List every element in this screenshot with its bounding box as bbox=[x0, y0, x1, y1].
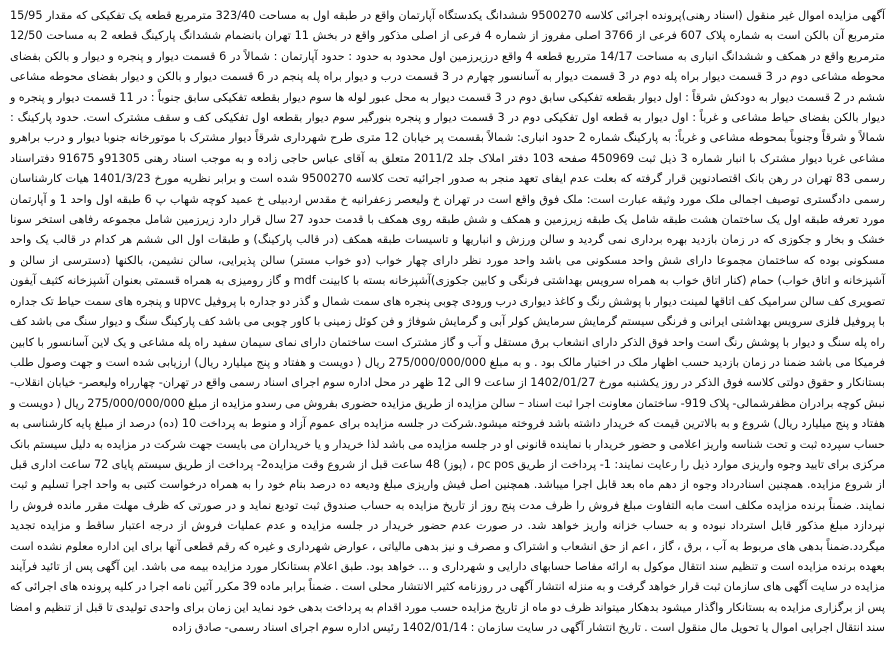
notice-signature: 1402/01/14 رئیس اداره سوم اجرای اسناد رسمی- صادق زاده bbox=[172, 621, 468, 635]
notice-body-text: آگهی مزایده اموال غیر منقول (اسناد رهنی)پرونده اجرائی کلاسه 9500270 ششدانگ یکدستگاه آپارتمان واقع در طبقه اول به مساحت 323/40 مترمربع قطعه یک تفکیکی که مقدار 15/95 مترمربع آن بالکن است به شماره پلاک 607 فرعی از 3766 اصلی مفروز از شماره 4 فرعی از اصلی مذکور واقع در بخش 11 تهران بانضمام ششدانگ پارکینگ قطعه 2 به مساحت 12/50 مترمربع واقع در همکف و ششدانگ انباری به مساحت 14/17 مترربع قطعه 4 واقع درزیرزمین اول محدود به حدود : حدود آپارتمان : شمالاً در 6 قسمت دیوار و پنجره و دیوار و بالکن بفضای محوطه مشاعی دوم در 3 قسمت دیوار براه پله دوم در 3 قسمت دیوار به آسانسور چهارم در 3 قسمت درب و دیوار براه پله پنجم در 6 قسمت دیوار و بالکن و دیوار بفضای محوطه مشاعی ششم در 2 قسمت دیوار به دودکش شرقاً : اول دیوار بقطعه تفکیکی سابق دوم در 3 قسمت دیوار به محل عبور لوله ها سوم دیوار بقطعه تفکیکی سابق جنوباً : در 11 قسمت دیوار و پنجره و دیوار بالکن بفضای حیاط مشاعی و غرباً : اول دیوار به قطعه اول تفکیکی دوم در 3 قسمت دیوار و پنجره بنورگیر سوم دیوار بقطعه اول تفکیکی کف و سقف مشترک است. حدود پارکینگ : شمالاً و شرقاً وجنوباً بمحوطه مشاعی و غرباً: به پارکینگ شماره 2 حدود انباری: شمالاً بقسمت پر خیابان 12 متری طرح شهرداری شرقاً دیوار مشترک با موتورخانه جنوبا دیوار و درب براهرو مشاعی غربا دیوار مشترک با انبار شماره 3 ذیل ثبت 450969 صفحه 103 دفتر املاک جلد 2011/2 متعلق به آقای عباس حاجی زاده و به موجب اسناد رهنی 91305و 91675 دفتراسناد رسمی 83 تهران در رهن بانک اقتصادنوین قرار گرفته که بعلت عدم ایفای تعهد منجر به صدور اجرائیه تحت کلاسه 9500270 شده است و برابر نظریه مورخ 1401/3/23 هیات کارشناسان رسمی دادگستری توصیف اجمالی ملک مورد وثیقه عبارت است: ملک فوق واقع است در تهران خ ولیعصر زعفرانیه خ مقدس اردبیلی خ عمید کوچه شهاب پ 6 طبقه اول واحد 1 و آپارتمان مورد تعرفه طبقه اول یک ساختمان هشت طبقه شامل یک طبقه زیرزمین و همکف و شش طبقه روی همکف با قدمت حدود 27 سال قرار دارد زیرزمین شامل مجموعه رفاهی استخر سونا خشک و بخار و جکوزی که در زمان بازدید بهره برداری نمی گردید و سالن ورزش و انباریها و تاسیسات طبقه همکف (در قالب پارکینگ) و طبقات اول الی ششم هر کدام در قالب یک واحد مسکونی بوده که ساختمان مجموعا دارای شش واحد مسکونی می باشد واحد مورد نظر دارای چهار خواب (دو خواب مستر) سالن پذیرایی، سالن نشیمن، بالکنها (دسترسی از سالن و آشپزخانه و اتاق خواب) حمام (کنار اتاق خواب به همراه سرویس بهداشتی فرنگی و کابین جکوزی)آشپزخانه بسته با کابینت mdf و گاز رومیزی به همراه قسمتی بعنوان آشپزخانه کثیف آیفون تصویری کف سالن سرامیک کف اتاقها لمینت دیوار با پوشش رنگ و کاغذ دیواری درب ورودی چوبی پنجره های سمت شمال و گذر دو جداره با پروفیل upvc و پنجره های سمت حیاط تک جداره با پروفیل فلزی سرویس بهداشتی ایرانی و فرنگی سیستم گرمایش سرمایش کولر آبی و گرمایش شوفاژ و فن کوئل زمینی با کاور چوبی می باشد کف پارکینگ سنگ و دیوار سنگ می باشد کف راه پله سنگ و دیوار با پوشش رنگ است واحد فوق الذکر دارای انشعاب برق مستقل و آب و گاز مشترک است ساختمان دارای نمای سیمان سفید راه پله مشاعی و یک لاین آسانسور با کابین فرمیکا می باشد ضمنا در زمان بازدید حسب اظهار ملک در اختیار مالک بود . و به مبلغ 275/000/000/000 ریال ( دویست و هفتاد و پنج میلیارد ریال) ارزیابی شده است و جهت وصول طلب بستانکار و حقوق دولتی کلاسه فوق الذکر در روز یکشنبه مورخ 1402/01/27 از ساعت 9 الی 12 ظهر در محل اداره سوم اجرای اسناد رسمی واقع در تهران- چهارراه ولیعصر- خیابان انقلاب- نبش کوچه برادران مظفرشمالی- پلاک 919- ساختمان معاونت اجرا ثبت اسناد – سالن مزایده از طریق مزایده حضوری بفروش می رسدو مزایده از مبلغ 275/000/000/000 ریال ( دویست و هفتاد و پنج میلیارد ریال) شروع و به بالاترین قیمت که خریدار داشته باشد فروخته میشود.شرکت در جلسه مزایده برای عموم آزاد و منوط به پرداخت 10 (ده) درصد از مبلغ پایه کارشناسی به حساب سپرده ثبت و تحت شناسه واریز اعلامی و حضور خریدار با نماینده قانونی او در جلسه مزایده می باشد لذا خریدار و یا خریداران می بایست جهت شرکت در مزایده به دلیل سیستم بانک مرکزی برای تایید وجوه واریزی موارد ذیل را رعایت نمایند: 1- پرداخت از طریق pc pos ، (پوز) 48 ساعت قبل از شروع وقت مزایده2- پرداخت از طریق سیستم پایای 72 ساعت اداری قبل از شروع مزایده. همچنین اسنادرداد وجوه از دهم ماه بعد قابل اجرا میباشد. همچنین اصل فیش واریزی مبلغ ودیعه ده درصد بنام خود را به همراه درخواست کتبی به واحد اجرا تسلیم و ثبت نمایند. ضمناً برنده مزایده مکلف است مابه التفاوت مبلغ فروش را ظرف مدت پنج روز از تاریخ مزایده به حساب صندوق ثبت تودیع نماید و در صورتی که ظرف مهلت مقرر مانده فروش را نپردازد مبلغ مذکور قابل استرداد نبوده و به حساب خزانه واریز خواهد شد. در صورت عدم حضور خریدار در جلسه مزایده و عدم عملیات فروش از درجه اعتبار ساقط و مزایده تجدید میگردد.ضمناً بدهی های مربوط به آب ، برق ، گاز ، اعم از حق انشعاب و اشتراک و مصرف و نیز بدهی مالیاتی ، عوارض شهرداری و غیره که رقم قطعی آنها برای این اداره معلوم نشده است بعهده برنده مزایده است و تنظیم سند انتقال موکول به ارائه مفاصا حسابهای دارایی و شهرداری و ... خواهد بود. طبق اعلام بستانکار مورد مزایده بیمه می باشد. این آگهی پس از تائید فرآیند مزایده در سایت آگهی های سازمان ثبت قرار خواهد گرفت و به منزله انتشار آگهی در روزنامه کثیر الانتشار محلی است . ضمناً برابر ماده 39 مکرر آئین نامه اجرا در کلیه پرونده های اجرائی که پس از برگزاری مزایده به بستانکار واگذار میشود بدهکار میتواند ظرف دو ماه از تاریخ مزایده حسب مورد اقدام به پرداخت بدهی خود نماید این زمان برای واحدی تولیدی تا قبل از تنظیم و امضا سند انتقال اجرایی اموال یا تحویل مال منقول است . تاریخ انتشار آگهی در سایت سازمان : bbox=[10, 9, 886, 635]
notice-paragraph bbox=[10, 6, 885, 639]
